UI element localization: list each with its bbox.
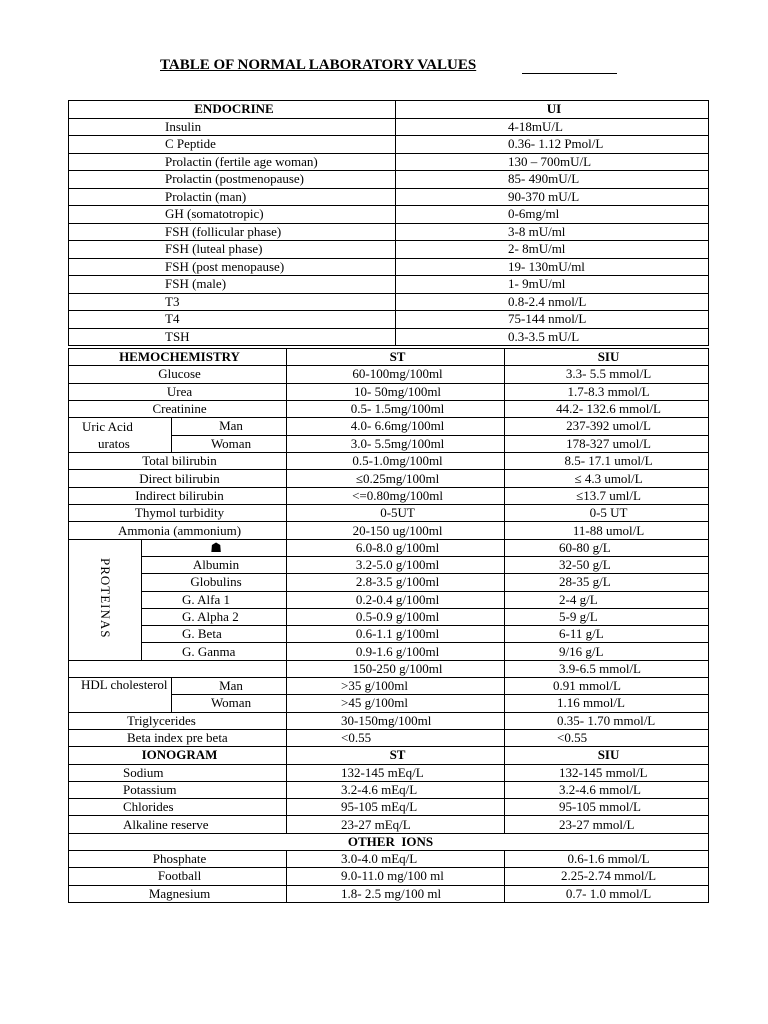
uric-acid-label-line2: uratos <box>98 436 130 452</box>
siu-value: 0.6-1.6 mmol/L <box>505 851 709 868</box>
endocrine-value: 3-8 mU/ml <box>396 223 709 241</box>
hdl-label: HDL cholesterol <box>69 678 172 713</box>
st-value: 3.2-5.0 g/100ml <box>287 556 505 573</box>
ionogram-header: IONOGRAM <box>69 747 287 764</box>
subgroup-name: Woman <box>172 695 287 712</box>
protein-name: Albumin <box>142 556 287 573</box>
st-value: 23-27 mEq/L <box>287 816 505 833</box>
table-row <box>69 505 709 522</box>
subgroup-name: Woman <box>172 435 287 453</box>
table-row <box>69 366 709 383</box>
table-row <box>69 781 709 798</box>
test-name: Urea <box>69 383 287 400</box>
siu-value: 2.25-2.74 mmol/L <box>505 868 709 885</box>
table-row <box>69 574 709 591</box>
table-row <box>69 712 709 729</box>
siu-value: 132-145 mmol/L <box>505 764 709 781</box>
endocrine-test-name: Prolactin (fertile age woman) <box>69 153 396 171</box>
siu-value: 11-88 umol/L <box>505 522 709 539</box>
table-row <box>69 868 709 885</box>
ionogram-header-row <box>69 747 709 764</box>
uric-acid-label <box>69 418 172 453</box>
siu-header: SIU <box>505 747 709 764</box>
table-row <box>69 293 709 311</box>
st-value: 132-145 mEq/L <box>287 764 505 781</box>
protein-name: G. Alfa 1 <box>142 591 287 608</box>
st-value: 0.6-1.1 g/100ml <box>287 626 505 643</box>
table-row <box>69 223 709 241</box>
hemochemistry-table <box>68 348 709 903</box>
st-value: 60-100mg/100ml <box>287 366 505 383</box>
st-value: 3.0- 5.5mg/100ml <box>287 435 505 453</box>
siu-value: 9/16 g/L <box>505 643 709 660</box>
endocrine-test-name: T3 <box>69 293 396 311</box>
siu-value: 3.2-4.6 mmol/L <box>505 781 709 798</box>
title-underline <box>522 73 617 74</box>
endocrine-table <box>68 100 709 346</box>
table-row <box>69 171 709 189</box>
protein-name: G. Ganma <box>142 643 287 660</box>
table-row <box>69 118 709 136</box>
endocrine-header-row <box>69 101 709 119</box>
protein-name: G. Beta <box>142 626 287 643</box>
st-value: 30-150mg/100ml <box>287 712 505 729</box>
table-row <box>69 400 709 417</box>
other-ions-header: OTHER IONS <box>69 833 709 850</box>
st-value: 2.8-3.5 g/100ml <box>287 574 505 591</box>
table-row <box>69 258 709 276</box>
siu-value: 60-80 g/L <box>505 539 709 556</box>
test-name: Indirect bilirubin <box>69 487 287 504</box>
st-value: >35 g/100ml <box>287 678 505 695</box>
table-row <box>69 608 709 625</box>
table-row <box>69 885 709 902</box>
endocrine-value: 2- 8mU/ml <box>396 241 709 259</box>
test-name: Phosphate <box>69 851 287 868</box>
table-row <box>69 311 709 329</box>
table-row <box>69 851 709 868</box>
table-row <box>69 799 709 816</box>
test-name: Chlorides <box>69 799 287 816</box>
siu-value: 3.9-6.5 mmol/L <box>505 660 709 677</box>
st-value: <=0.80mg/100ml <box>287 487 505 504</box>
table-row <box>69 136 709 154</box>
st-value: 150-250 g/100ml <box>287 660 505 677</box>
endocrine-test-name: C Peptide <box>69 136 396 154</box>
table-row <box>69 206 709 224</box>
endocrine-test-name: FSH (post menopause) <box>69 258 396 276</box>
proteins-label <box>69 539 142 660</box>
st-value: 3.2-4.6 mEq/L <box>287 781 505 798</box>
st-value: 0.2-0.4 g/100ml <box>287 591 505 608</box>
siu-value: 28-35 g/L <box>505 574 709 591</box>
protein-name: ☗ <box>142 539 287 556</box>
st-value: 20-150 ug/100ml <box>287 522 505 539</box>
endocrine-test-name: T4 <box>69 311 396 329</box>
table-row <box>69 660 709 677</box>
table-row <box>69 522 709 539</box>
table-row <box>69 241 709 259</box>
table-row <box>69 188 709 206</box>
st-value: 0.9-1.6 g/100ml <box>287 643 505 660</box>
other-ions-header-row <box>69 833 709 850</box>
st-value: 1.8- 2.5 mg/100 ml <box>287 885 505 902</box>
test-name: Thymol turbidity <box>69 505 287 522</box>
endocrine-value: 130 – 700mU/L <box>396 153 709 171</box>
siu-value: 0-5 UT <box>505 505 709 522</box>
siu-value: 237-392 umol/L <box>505 418 709 436</box>
siu-value: 0.35- 1.70 mmol/L <box>505 712 709 729</box>
test-name: Sodium <box>69 764 287 781</box>
st-value: ≤0.25mg/100ml <box>287 470 505 487</box>
endocrine-value: 19- 130mU/ml <box>396 258 709 276</box>
protein-name: G. Alpha 2 <box>142 608 287 625</box>
table-row <box>69 470 709 487</box>
st-value: 0.5-0.9 g/100ml <box>287 608 505 625</box>
siu-value: ≤13.7 uml/L <box>505 487 709 504</box>
endocrine-value: 90-370 mU/L <box>396 188 709 206</box>
siu-value: 0.91 mmol/L <box>505 678 709 695</box>
siu-value: 8.5- 17.1 umol/L <box>505 453 709 470</box>
page-title: TABLE OF NORMAL LABORATORY VALUES <box>160 57 477 73</box>
endocrine-test-name: GH (somatotropic) <box>69 206 396 224</box>
proteins-label-text: PROTEINAS <box>98 557 113 639</box>
test-name: Beta index pre beta <box>69 729 287 746</box>
table-row <box>69 556 709 573</box>
test-name: Magnesium <box>69 885 287 902</box>
table-row <box>69 678 709 695</box>
test-name <box>69 660 287 677</box>
subgroup-name: Man <box>172 418 287 436</box>
table-row <box>69 383 709 400</box>
test-name: Alkaline reserve <box>69 816 287 833</box>
siu-value: 6-11 g/L <box>505 626 709 643</box>
st-value: 0.5-1.0mg/100ml <box>287 453 505 470</box>
table-row <box>69 643 709 660</box>
st-value: <0.55 <box>287 729 505 746</box>
test-name: Glucose <box>69 366 287 383</box>
test-name: Ammonia (ammonium) <box>69 522 287 539</box>
st-value: 9.0-11.0 mg/100 ml <box>287 868 505 885</box>
hemochemistry-header-row <box>69 349 709 366</box>
st-value: 95-105 mEq/L <box>287 799 505 816</box>
table-row <box>69 626 709 643</box>
siu-value: 32-50 g/L <box>505 556 709 573</box>
endocrine-test-name: FSH (luteal phase) <box>69 241 396 259</box>
ui-header: UI <box>396 101 709 119</box>
st-value: 0.5- 1.5mg/100ml <box>287 400 505 417</box>
test-name: Potassium <box>69 781 287 798</box>
test-name: Direct bilirubin <box>69 470 287 487</box>
endocrine-test-name: Prolactin (man) <box>69 188 396 206</box>
siu-header: SIU <box>505 349 709 366</box>
endocrine-value: 0.36- 1.12 Pmol/L <box>396 136 709 154</box>
endocrine-test-name: FSH (follicular phase) <box>69 223 396 241</box>
siu-value: 178-327 umol/L <box>505 435 709 453</box>
table-row <box>69 539 709 556</box>
siu-value: 2-4 g/L <box>505 591 709 608</box>
siu-value: 0.7- 1.0 mmol/L <box>505 885 709 902</box>
endocrine-value: 75-144 nmol/L <box>396 311 709 329</box>
st-value: 10- 50mg/100ml <box>287 383 505 400</box>
siu-value: 1.7-8.3 mmol/L <box>505 383 709 400</box>
table-row <box>69 153 709 171</box>
siu-value: 95-105 mmol/L <box>505 799 709 816</box>
test-name: Triglycerides <box>69 712 287 729</box>
endocrine-test-name: Insulin <box>69 118 396 136</box>
endocrine-header: ENDOCRINE <box>69 101 396 119</box>
endocrine-value: 0.3-3.5 mU/L <box>396 328 709 346</box>
table-row <box>69 453 709 470</box>
subgroup-name: Man <box>172 678 287 695</box>
endocrine-value: 85- 490mU/L <box>396 171 709 189</box>
table-row <box>69 591 709 608</box>
siu-value: 3.3- 5.5 mmol/L <box>505 366 709 383</box>
siu-value: 44.2- 132.6 mmol/L <box>505 400 709 417</box>
table-row <box>69 764 709 781</box>
st-value: 6.0-8.0 g/100ml <box>287 539 505 556</box>
table-row <box>69 418 709 436</box>
table-row <box>69 729 709 746</box>
endocrine-value: 0.8-2.4 nmol/L <box>396 293 709 311</box>
endocrine-test-name: TSH <box>69 328 396 346</box>
endocrine-value: 0-6mg/ml <box>396 206 709 224</box>
endocrine-value: 4-18mU/L <box>396 118 709 136</box>
st-value: >45 g/100ml <box>287 695 505 712</box>
siu-value: 23-27 mmol/L <box>505 816 709 833</box>
test-name: Creatinine <box>69 400 287 417</box>
table-row <box>69 816 709 833</box>
table-row <box>69 328 709 346</box>
endocrine-value: 1- 9mU/ml <box>396 276 709 294</box>
test-name: Total bilirubin <box>69 453 287 470</box>
table-row <box>69 276 709 294</box>
endocrine-test-name: FSH (male) <box>69 276 396 294</box>
endocrine-test-name: Prolactin (postmenopause) <box>69 171 396 189</box>
test-name: Football <box>69 868 287 885</box>
siu-value: <0.55 <box>505 729 709 746</box>
protein-name: Globulins <box>142 574 287 591</box>
siu-value: 1.16 mmol/L <box>505 695 709 712</box>
hemochemistry-header: HEMOCHEMISTRY <box>69 349 287 366</box>
st-value: 0-5UT <box>287 505 505 522</box>
st-value: 4.0- 6.6mg/100ml <box>287 418 505 436</box>
uric-acid-label-line1: Uric Acid <box>82 419 133 435</box>
st-header: ST <box>287 747 505 764</box>
siu-value: ≤ 4.3 umol/L <box>505 470 709 487</box>
st-header: ST <box>287 349 505 366</box>
siu-value: 5-9 g/L <box>505 608 709 625</box>
table-row <box>69 487 709 504</box>
st-value: 3.0-4.0 mEq/L <box>287 851 505 868</box>
